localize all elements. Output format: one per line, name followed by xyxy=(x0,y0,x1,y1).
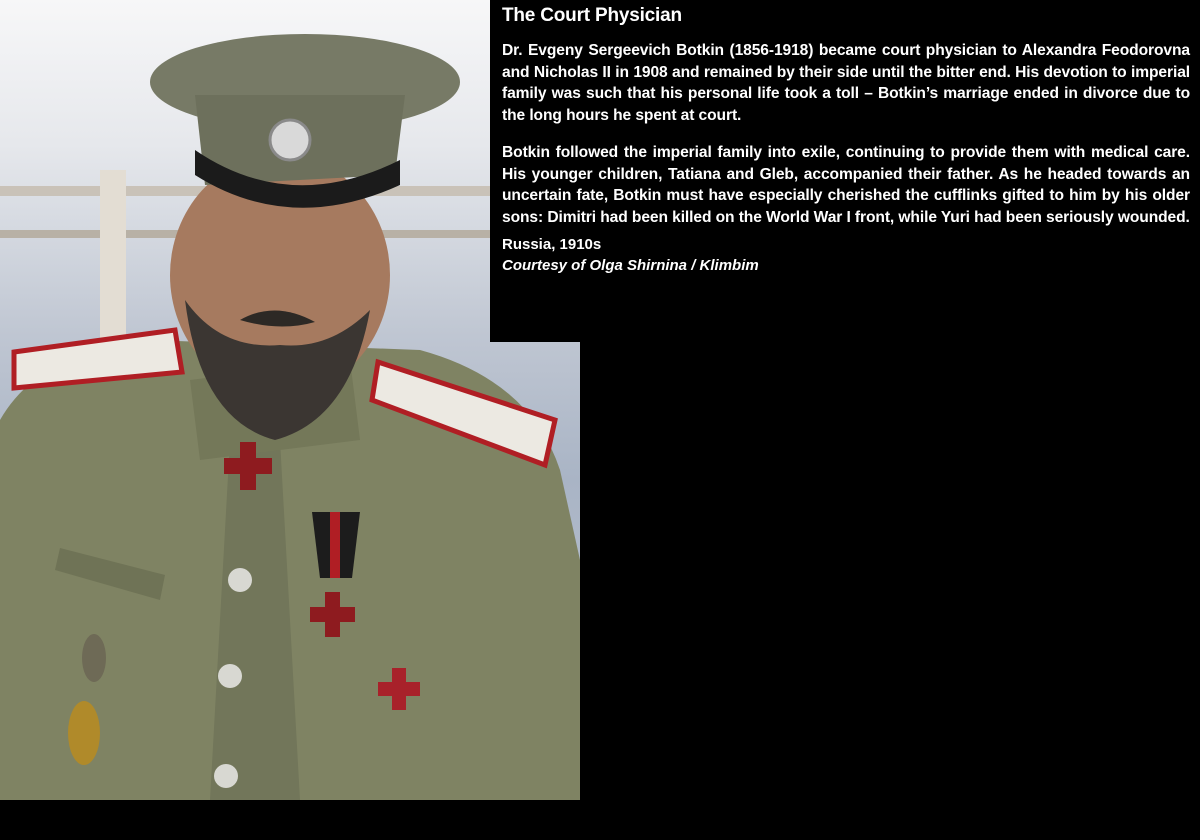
tunic-button xyxy=(228,568,252,592)
pocket-badge xyxy=(82,634,106,682)
gold-badge xyxy=(68,701,100,765)
caption-origin: Russia, 1910s xyxy=(502,236,602,253)
tunic-button xyxy=(218,664,242,688)
caption-panel xyxy=(490,0,1200,342)
caption-paragraph-1: Dr. Evgeny Sergeevich Botkin (1856-1918) became court physician to Alexandra Feodorovna and Nicholas II in 1908 and remained by their side until the bitter end. His devotion to imperial family was such that his personal life took a toll – Botkin’s marriage ended in divorce due to the long hours he spent at court. xyxy=(502,42,1190,124)
cap-cockade-icon xyxy=(270,120,310,160)
medal-ribbon-stripe xyxy=(330,512,340,578)
caption-credit: Courtesy of Olga Shirnina / Klimbim xyxy=(502,257,759,274)
caption-title: The Court Physician xyxy=(502,5,682,26)
bottom-black-band xyxy=(0,800,1200,840)
caption-paragraph-2: Botkin followed the imperial family into exile, continuing to provide them with medical care. His younger children, Tatiana and Gleb, accompanied their father. As he headed towards an uncertain fate, Botkin must have especially cherished the cufflinks gifted to him by his older sons: Dimitri had been killed on the World War I front, while Yuri had been seriously wounded. xyxy=(502,144,1190,226)
black-background-area xyxy=(580,342,1200,840)
railing-post xyxy=(100,170,126,360)
tunic-button xyxy=(214,764,238,788)
